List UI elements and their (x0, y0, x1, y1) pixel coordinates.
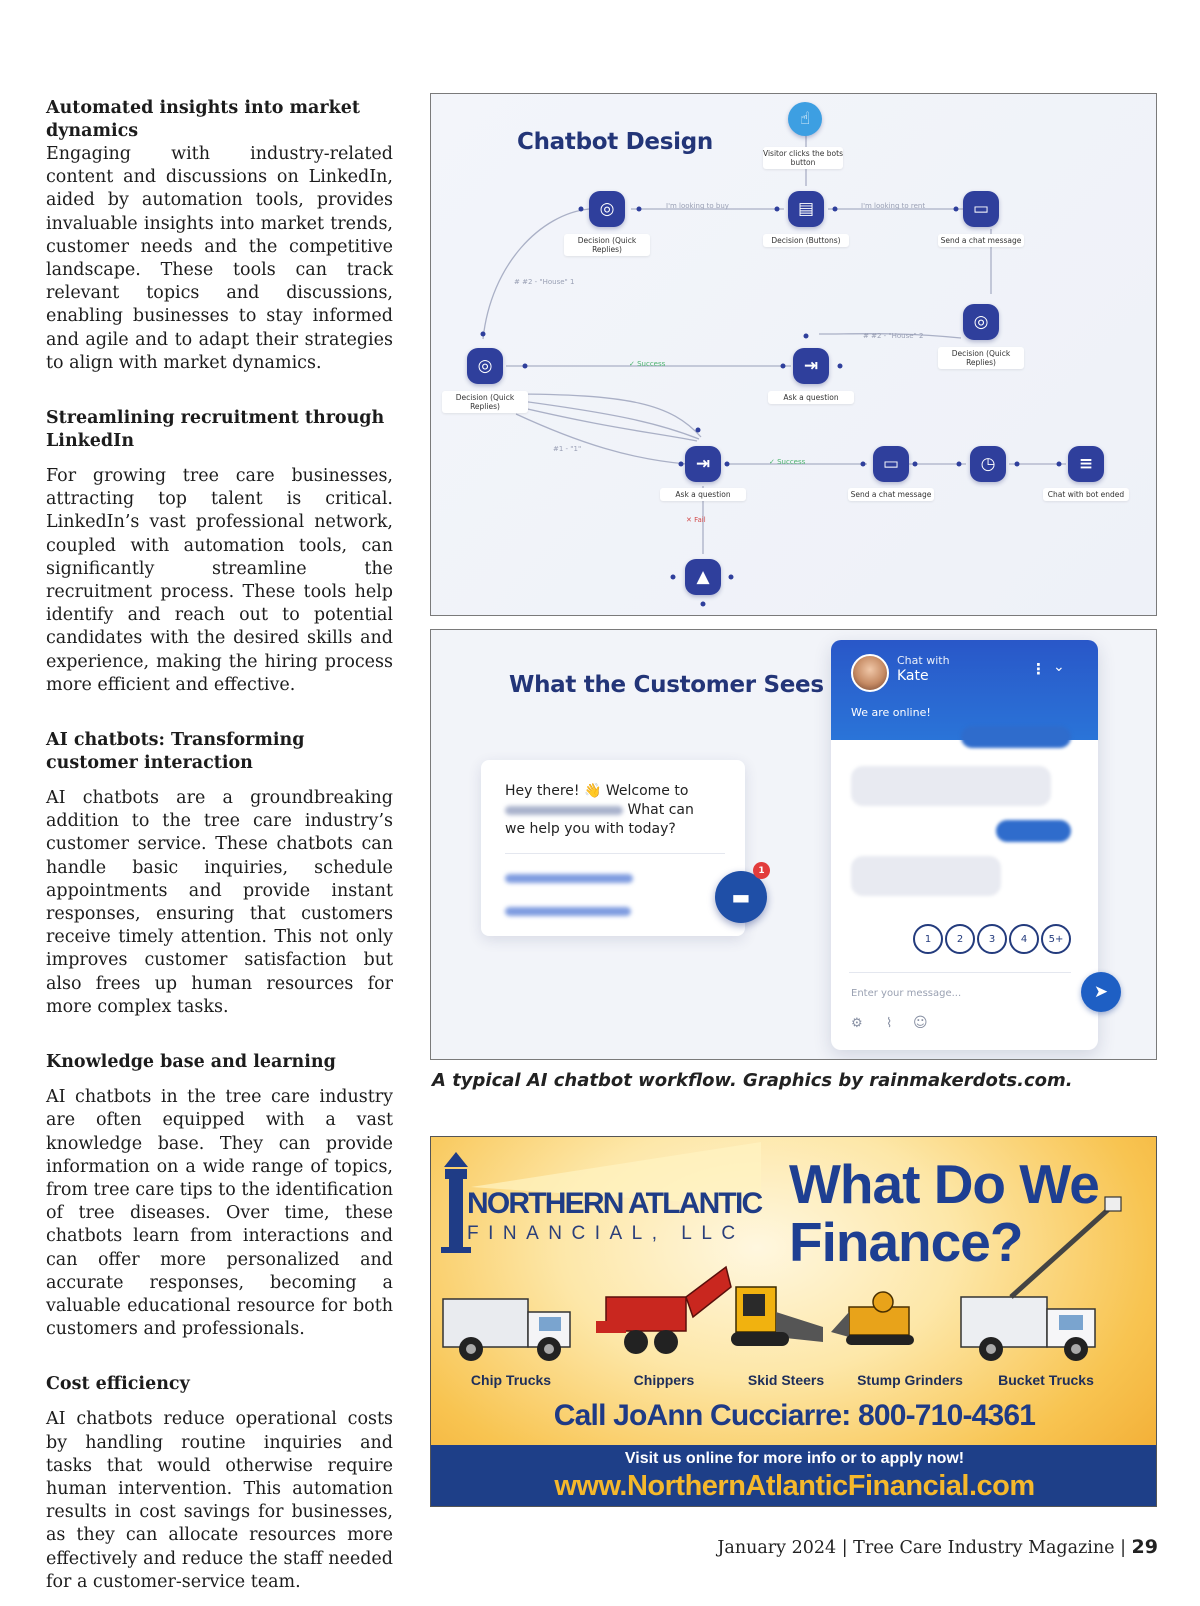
message-input[interactable]: Enter your message... (851, 988, 962, 999)
avatar (851, 654, 889, 692)
equipment-label: Chip Trucks (470, 1372, 552, 1388)
node-label: Ask a question (660, 488, 746, 501)
chat-message-icon: ▭ (873, 446, 909, 482)
blurred-site (505, 806, 623, 815)
node-label: Chat with bot ended (1043, 488, 1129, 501)
chatbot-design-figure (430, 93, 1157, 616)
node-label: Decision (Quick Replies) (564, 234, 650, 256)
equipment-label: Stump Grinders (857, 1372, 963, 1388)
chat-header (831, 640, 1098, 740)
node-label: Decision (Buttons) (763, 234, 849, 247)
section-heading: Cost efficiency (46, 1374, 190, 1395)
equipment-label: Bucket Trucks (998, 1372, 1094, 1388)
send-icon[interactable]: ➤ (1081, 972, 1121, 1012)
chat-launcher-button[interactable]: ▬ (715, 871, 767, 923)
agent-name: Kate (897, 668, 929, 684)
greeting-line: Hey there! 👋 Welcome to (505, 783, 689, 799)
customer-view-figure (430, 629, 1157, 1060)
clock-icon: ◷ (970, 446, 1006, 482)
buttons-icon: ▤ (788, 191, 824, 227)
more-options-icon[interactable]: ⋮ (1031, 660, 1046, 678)
greeting-text (505, 782, 720, 839)
greeting-card (481, 760, 745, 936)
chat-message-icon: ▭ (963, 191, 999, 227)
edge-label: I'm looking to rent (861, 202, 926, 210)
quick-reply-option[interactable] (505, 874, 633, 883)
website-link[interactable]: www.NorthernAtlanticFinancial.com (554, 1470, 1035, 1502)
chat-end-icon: ≡ (1068, 446, 1104, 482)
quick-reply-option[interactable] (505, 907, 631, 916)
node-label: Decision (Quick Replies) (938, 347, 1024, 369)
rating-option[interactable]: 5+ (1041, 924, 1071, 954)
quick-replies-icon: ◎ (963, 304, 999, 340)
rating-option[interactable]: 3 (977, 924, 1007, 954)
page-footer (717, 1536, 1158, 1558)
edge-label: # #2 - "House" 2 (863, 332, 924, 340)
figure-title: What the Customer Sees (509, 672, 824, 698)
chat-window (831, 640, 1098, 1050)
chipper-icon (596, 1267, 731, 1354)
advertisement (430, 1136, 1157, 1507)
section-body: Engaging with industry-related content and discussions on LinkedIn, aided by automation tools, provides invaluable insights into market trends, customer needs and the competitive landscape. These tools can track relevant topics and discussions, enabling businesses to stay informed and agile and to adapt their strategies to align with market dynamics. (46, 144, 393, 373)
visit-text: Visit us online for more info or to apply now! (624, 1450, 965, 1467)
rating-option[interactable]: 4 (1009, 924, 1039, 954)
section-body: AI chatbots in the tree care industry are often equipped with a vast knowledge base. They can provide information on a wide range of topics, from tree care tips to the identification of tree diseases. Over time, these chatbots learn from interactions and can offer more personalized and accurate responses, becoming a valuable educational resource for both customers and professionals. (46, 1087, 393, 1340)
greeting-line: we help you with today? (505, 821, 676, 837)
edge-label: ✓ Success (629, 360, 666, 368)
start-label: Visitor clicks the bots button (763, 149, 843, 167)
equipment-label: Skid Steers (747, 1372, 825, 1388)
section-heading: Knowledge base and learning (46, 1052, 336, 1073)
greeting-line: What can (627, 802, 694, 818)
user-message (996, 820, 1071, 842)
figure-caption: A typical AI chatbot workflow. Graphics by rainmakerdots.com. (432, 1070, 1073, 1091)
section-heading: Streamlining recruitment through LinkedIn (46, 408, 385, 452)
user-message (961, 726, 1071, 748)
node-label: Ask a question (768, 391, 854, 404)
divider (505, 853, 725, 854)
brand-name: NORTHERN ATLANTIC (467, 1187, 762, 1220)
quick-replies-icon: ◎ (467, 348, 503, 384)
section-body: AI chatbots reduce operational costs by handling routine inquiries and tasks that would otherwise require human intervention. This automation results in cost savings for businesses, as they can allocate resources more effectively and reduce the staff needed for a customer-service team. (46, 1409, 393, 1592)
section-heading: Automated insights into market dynamics (46, 98, 360, 141)
bot-message (851, 856, 1001, 896)
ad-headline: What Do We Finance? (789, 1153, 1099, 1273)
ask-question-icon: ⇥ (793, 348, 829, 384)
chevron-down-icon[interactable]: ⌄ (1053, 659, 1065, 675)
bot-message (851, 766, 1051, 806)
edge-label: ✕ Fail (686, 516, 706, 524)
section-heading: AI chatbots: Transforming customer interaction (46, 730, 305, 774)
bot-icon[interactable]: ⚙ (851, 1016, 863, 1031)
online-status: We are online! (851, 706, 931, 719)
node-label: Send a chat message (938, 234, 1024, 247)
ad-footer-band (431, 1445, 1157, 1507)
notification-badge: 1 (753, 862, 770, 879)
section-body: AI chatbots are a groundbreaking addition to the tree care industry’s customer service. These chatbots can handle basic inquiries, schedule appointments and provide instant responses, ensuring that customers receive timely attention. This not only improves customer satisfaction but also frees up human resources for more complex tasks. (46, 788, 393, 1017)
emoji-icon[interactable]: ☺ (913, 1015, 928, 1031)
article-column (46, 97, 393, 1594)
equipment-label: Chippers (633, 1372, 695, 1388)
divider (849, 972, 1071, 973)
figure-title: Chatbot Design (517, 129, 713, 155)
ask-question-icon: ⇥ (685, 446, 721, 482)
rating-option[interactable]: 1 (913, 924, 943, 954)
chip-truck-icon (443, 1299, 570, 1361)
skid-steer-icon (731, 1287, 823, 1346)
section-body: For growing tree care businesses, attracting top talent is critical. LinkedIn’s vast professional network, coupled with automation tools, can significantly streamline the recruitment process. These tools help identify and reach out to potential candidates with the desired skills and experience, making the hiring process more efficient and effective. (46, 466, 393, 695)
hand-pointer-icon: ☝ (788, 102, 822, 136)
edge-label: #1 - "1" (553, 445, 582, 453)
page-number: 29 (1131, 1536, 1158, 1558)
call-to-action: Call JoAnn Cucciarre: 800-710-4361 (553, 1399, 1036, 1432)
edge-label: # #2 - "House" 1 (514, 278, 575, 286)
chat-with-label: Chat with (897, 654, 950, 667)
rating-option[interactable]: 2 (945, 924, 975, 954)
edge-label: I'm looking to buy (666, 202, 729, 210)
node-label: Decision (Quick Replies) (442, 391, 528, 413)
brand-subtitle: FINANCIAL, LLC (467, 1223, 745, 1244)
stump-grinder-icon (831, 1292, 914, 1345)
issue-label: January 2024 | Tree Care Industry Magazine | (717, 1538, 1126, 1558)
attachment-icon[interactable]: ⌇ (886, 1016, 893, 1031)
node-label: Send a chat message (848, 488, 934, 501)
bell-icon: ▲ (685, 559, 721, 595)
quick-replies-icon: ◎ (589, 191, 625, 227)
edge-label: ✓ Success (769, 458, 806, 466)
